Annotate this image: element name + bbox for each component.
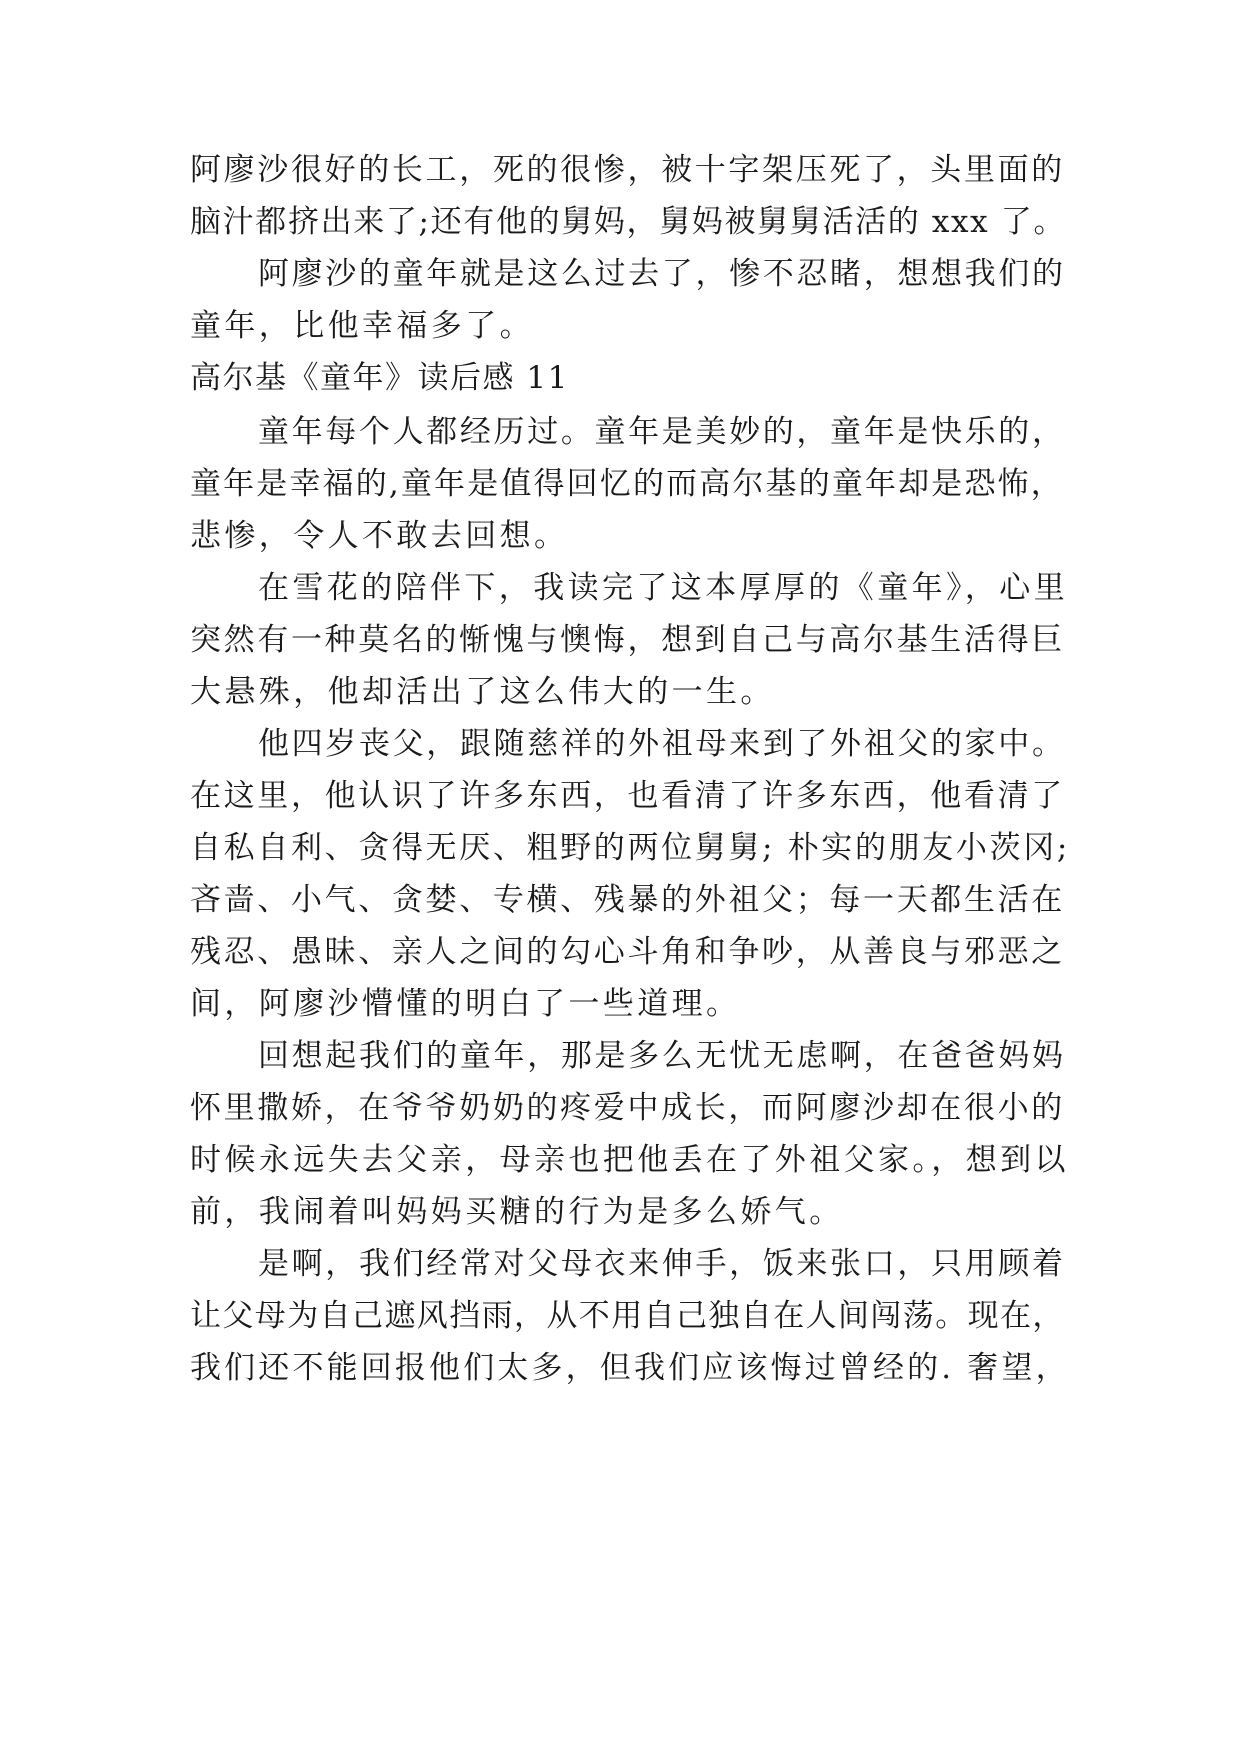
text-line: 前，我闹着叫妈妈买糖的行为是多么娇气。 — [190, 1194, 844, 1230]
text-line: 突然有一种莫名的惭愧与懊悔，想到自己与高尔基生活得巨 — [190, 622, 1065, 658]
paragraph-first-line: 回想起我们的童年，那是多么无忧无虑啊，在爸爸妈妈 — [258, 1038, 1066, 1074]
text-line: 让父母为自己遮风挡雨，从不用自己独自在人间闯荡。现在， — [190, 1298, 1065, 1334]
paragraph-first-line: 在雪花的陪伴下，我读完了这本厚厚的《童年》，心里 — [258, 570, 1069, 606]
text-line: 吝啬、小气、贪婪、专横、残暴的外祖父；每一天都生活在 — [190, 882, 1065, 918]
paragraph-first-line: 是啊，我们经常对父母衣来伸手，饭来张口，只用顾着 — [258, 1246, 1066, 1282]
text-line: 时候永远失去父亲，母亲也把他丢在了外祖父家。，想到以 — [190, 1142, 1069, 1178]
paragraph-first-line: 他四岁丧父，跟随慈祥的外祖母来到了外祖父的家中。 — [258, 726, 1066, 762]
text-line: 脑汁都挤出来了;还有他的舅妈，舅妈被舅舅活活的 xxx 了。 — [190, 204, 1067, 240]
text-line: 间，阿廖沙懵懂的明白了一些道理。 — [190, 986, 741, 1022]
text-line: 自私自利、贪得无厌、粗野的两位舅舅; 朴实的朋友小茨冈; — [190, 830, 1070, 866]
text-line: 童年，比他幸福多了。 — [190, 308, 534, 344]
text-line: 悲惨，令人不敢去回想。 — [190, 518, 569, 554]
section-heading: 高尔基《童年》读后感 11 — [190, 360, 569, 396]
text-line: 我们还不能回报他们太多，但我们应该悔过曾经的. 奢望， — [190, 1350, 1070, 1386]
paragraph-first-line: 童年每个人都经历过。童年是美妙的，童年是快乐的， — [258, 414, 1066, 450]
text-line: 大悬殊，他却活出了这么伟大的一生。 — [190, 674, 775, 710]
text-line: 童年是幸福的,童年是值得回忆的而高尔基的童年却是恐怖， — [190, 466, 1064, 502]
text-line: 阿廖沙很好的长工，死的很惨，被十字架压死了，头里面的 — [190, 152, 1065, 188]
text-line: 怀里撒娇，在爷爷奶奶的疼爱中成长，而阿廖沙却在很小的 — [190, 1090, 1065, 1126]
text-line: 残忍、愚昧、亲人之间的勾心斗角和争吵，从善良与邪恶之 — [190, 934, 1065, 970]
text-line: 在这里，他认识了许多东西，也看清了许多东西，他看清了 — [190, 778, 1065, 814]
paragraph-first-line: 阿廖沙的童年就是这么过去了，惨不忍睹，想想我们的 — [258, 256, 1066, 292]
